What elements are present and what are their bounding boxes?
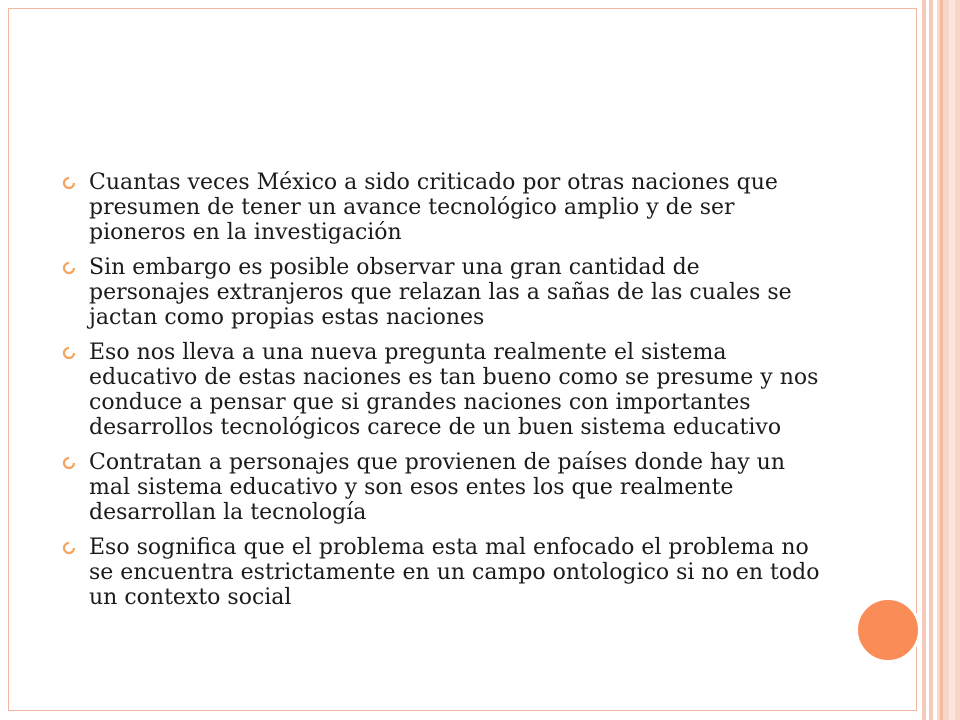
list-item: [60, 340, 820, 440]
circle-bullet-icon: [62, 261, 76, 275]
circle-bullet-icon: [62, 541, 76, 555]
list-item: [60, 255, 820, 330]
bullet-text: Contratan a personajes que provienen de países donde hay un mal sistema educativo y son esos entes los que realmente desarrollan la tecnología: [89, 450, 786, 525]
decorative-stripe: [922, 0, 926, 720]
list-item: [60, 450, 820, 525]
circle-bullet-icon: [62, 346, 76, 360]
decorative-stripe: [929, 0, 933, 720]
bullet-text: Eso nos lleva a una nueva pregunta realmente el sistema educativo de estas naciones es tan bueno como se presume y nos conduce a pensar que si grandes naciones con importantes desarrollos tecnológicos carece de un buen sistema educativo: [89, 340, 819, 440]
decorative-stripe: [937, 0, 960, 720]
bullet-text: Sin embargo es posible observar una gran cantidad de personajes extranjeros que relazan las a sañas de las cuales se jactan como propias estas naciones: [89, 255, 792, 330]
slide-content: [60, 170, 820, 620]
circle-bullet-icon: [62, 176, 76, 190]
bullet-text: Eso sognifica que el problema esta mal enfocado el problema no se encuentra estrictamente en un campo ontologico si no en todo un contexto social: [89, 535, 820, 610]
orange-circle-decoration: [855, 597, 921, 663]
bullet-list: [60, 170, 820, 610]
list-item: [60, 535, 820, 610]
list-item: [60, 170, 820, 245]
bullet-text: Cuantas veces México a sido criticado por otras naciones que presumen de tener un avance tecnológico amplio y de ser pioneros en la investigación: [89, 170, 778, 245]
circle-bullet-icon: [62, 456, 76, 470]
